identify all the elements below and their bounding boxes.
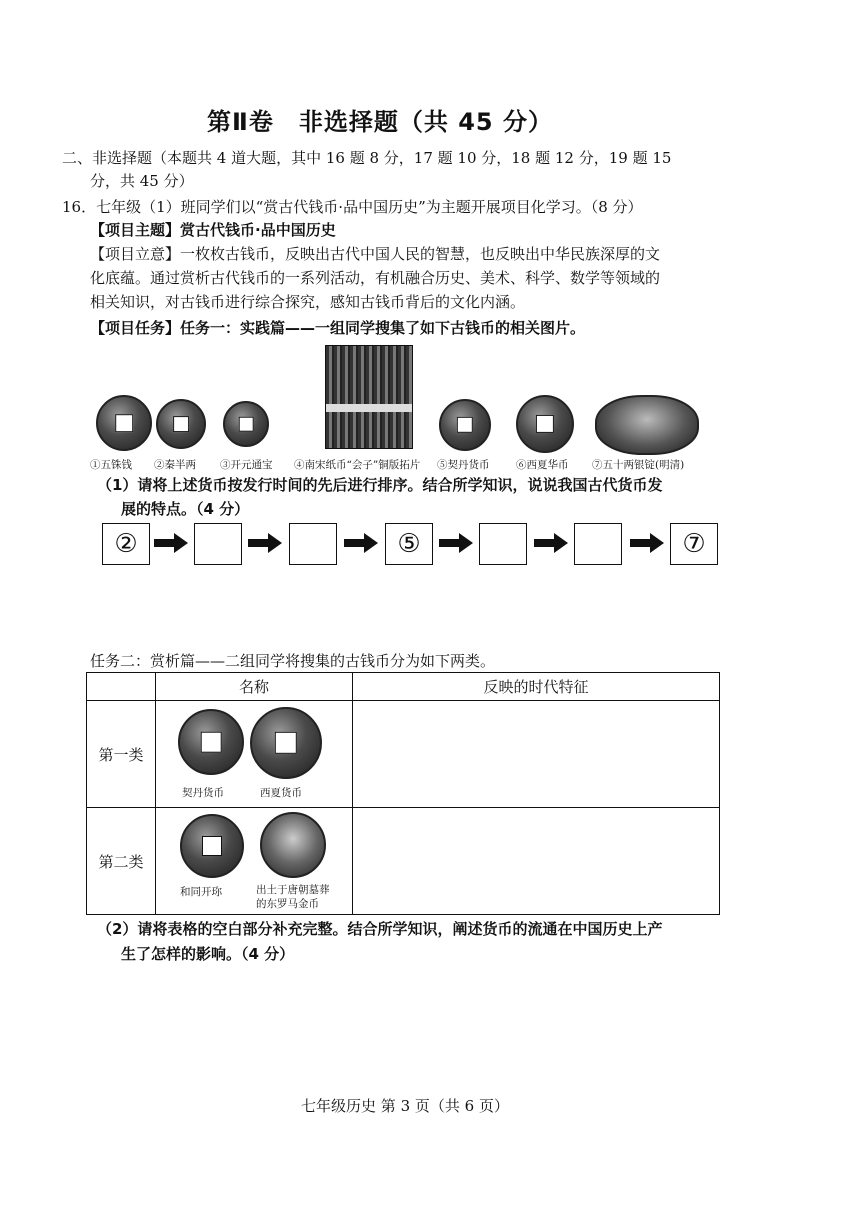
coin-caption-byzantine-line1: 出土于唐朝墓葬	[256, 884, 330, 896]
caption-6: ⑥西夏华币	[516, 459, 569, 471]
kaiyuan-tongbao-coin-image	[223, 401, 269, 447]
huizi-note-rubbing-image	[325, 345, 413, 449]
arrow-right-icon	[437, 533, 475, 553]
sequence-box-1[interactable]: ②	[102, 523, 150, 565]
caption-5: ⑤契丹货币	[437, 459, 490, 471]
silver-ingot-image	[595, 395, 699, 455]
section-instruction-line2: 分，共 45 分）	[90, 172, 194, 190]
coin-caption-wado: 和同开珎	[180, 886, 222, 898]
project-intent-line2: 化底蕴。通过赏析古代钱币的一系列活动，有机融合历史、美术、科学、数学等领域的	[90, 269, 661, 287]
caption-2: ②秦半两	[154, 459, 196, 471]
sequence-box-5[interactable]	[479, 523, 527, 565]
caption-7: ⑦五十两银锭(明清)	[592, 459, 685, 471]
sequence-box-6[interactable]	[574, 523, 622, 565]
caption-3: ③开元通宝	[220, 459, 273, 471]
coin-caption-khitan: 契丹货币	[182, 787, 224, 799]
byzantine-gold-coin-image	[260, 812, 326, 878]
sequence-box-2[interactable]	[194, 523, 242, 565]
project-intent-line1: 【项目立意】一枚枚古钱币，反映出古代中国人民的智慧，也反映出中华民族深厚的文	[90, 245, 661, 263]
sequence-box-7[interactable]: ⑦	[670, 523, 718, 565]
table-header-feature: 反映的时代特征	[353, 673, 720, 701]
qin-banliang-coin-image	[156, 399, 206, 449]
khitan-coin-image	[439, 399, 491, 451]
arrow-right-icon	[532, 533, 570, 553]
category-1-coins-cell	[156, 701, 353, 808]
table-header-name: 名称	[156, 673, 353, 701]
subquestion-2-line1: （2）请将表格的空白部分补充完整。结合所学知识，阐述货币的流通在中国历史上产	[97, 920, 663, 938]
page-footer: 七年级历史 第 3 页（共 6 页）	[301, 1097, 509, 1115]
caption-4: ④南宋纸币“会子”铜版拓片	[294, 459, 421, 471]
coin-images-row	[90, 345, 710, 475]
section-instruction-line1: 二、非选择题（本题共 4 道大题，其中 16 题 8 分，17 题 10 分，18 题 12 分，19 题 15	[62, 149, 672, 167]
category-1-feature-answer[interactable]	[353, 701, 720, 808]
subquestion-1-line2: 展的特点。（4 分）	[121, 500, 250, 518]
category-2-feature-answer[interactable]	[353, 808, 720, 915]
task-one-instruction: 【项目任务】任务一：实践篇——一组同学搜集了如下古钱币的相关图片。	[90, 319, 586, 337]
category-2-coins-cell	[156, 808, 353, 915]
project-topic: 【项目主题】赏古代钱币·品中国历史	[90, 221, 336, 239]
task-two-instruction: 任务二：赏析篇——二组同学将搜集的古钱币分为如下两类。	[90, 652, 496, 670]
xixia-coin-image	[250, 707, 322, 779]
sequence-box-4[interactable]: ⑤	[385, 523, 433, 565]
table-corner-cell	[87, 673, 156, 701]
khitan-coin-image	[178, 709, 244, 775]
arrow-right-icon	[246, 533, 284, 553]
question-16-header: 16．七年级（1）班同学们以“赏古代钱币·品中国历史”为主题开展项目化学习。（8 分）	[62, 198, 643, 216]
arrow-right-icon	[628, 533, 666, 553]
sequence-box-3[interactable]	[289, 523, 337, 565]
coin-caption-xixia: 西夏货币	[260, 787, 302, 799]
coin-classification-table	[86, 672, 720, 915]
caption-1: ①五铢钱	[90, 459, 132, 471]
row-label-category-2: 第二类	[87, 808, 156, 915]
xixia-coin-image	[516, 395, 574, 453]
arrow-right-icon	[152, 533, 190, 553]
arrow-right-icon	[342, 533, 380, 553]
subquestion-2-line2: 生了怎样的影响。（4 分）	[121, 945, 295, 963]
coin-caption-byzantine-line2: 的东罗马金币	[256, 898, 319, 910]
wado-kaichin-coin-image	[180, 814, 244, 878]
project-intent-line3: 相关知识，对古钱币进行综合探究，感知古钱币背后的文化内涵。	[90, 293, 526, 311]
subquestion-1-line1: （1）请将上述货币按发行时间的先后进行排序。结合所学知识，说说我国古代货币发	[97, 476, 663, 494]
wuzhu-coin-image	[96, 395, 152, 451]
page-title: 第Ⅱ卷 非选择题（共 45 分）	[207, 108, 553, 136]
row-label-category-1: 第一类	[87, 701, 156, 808]
